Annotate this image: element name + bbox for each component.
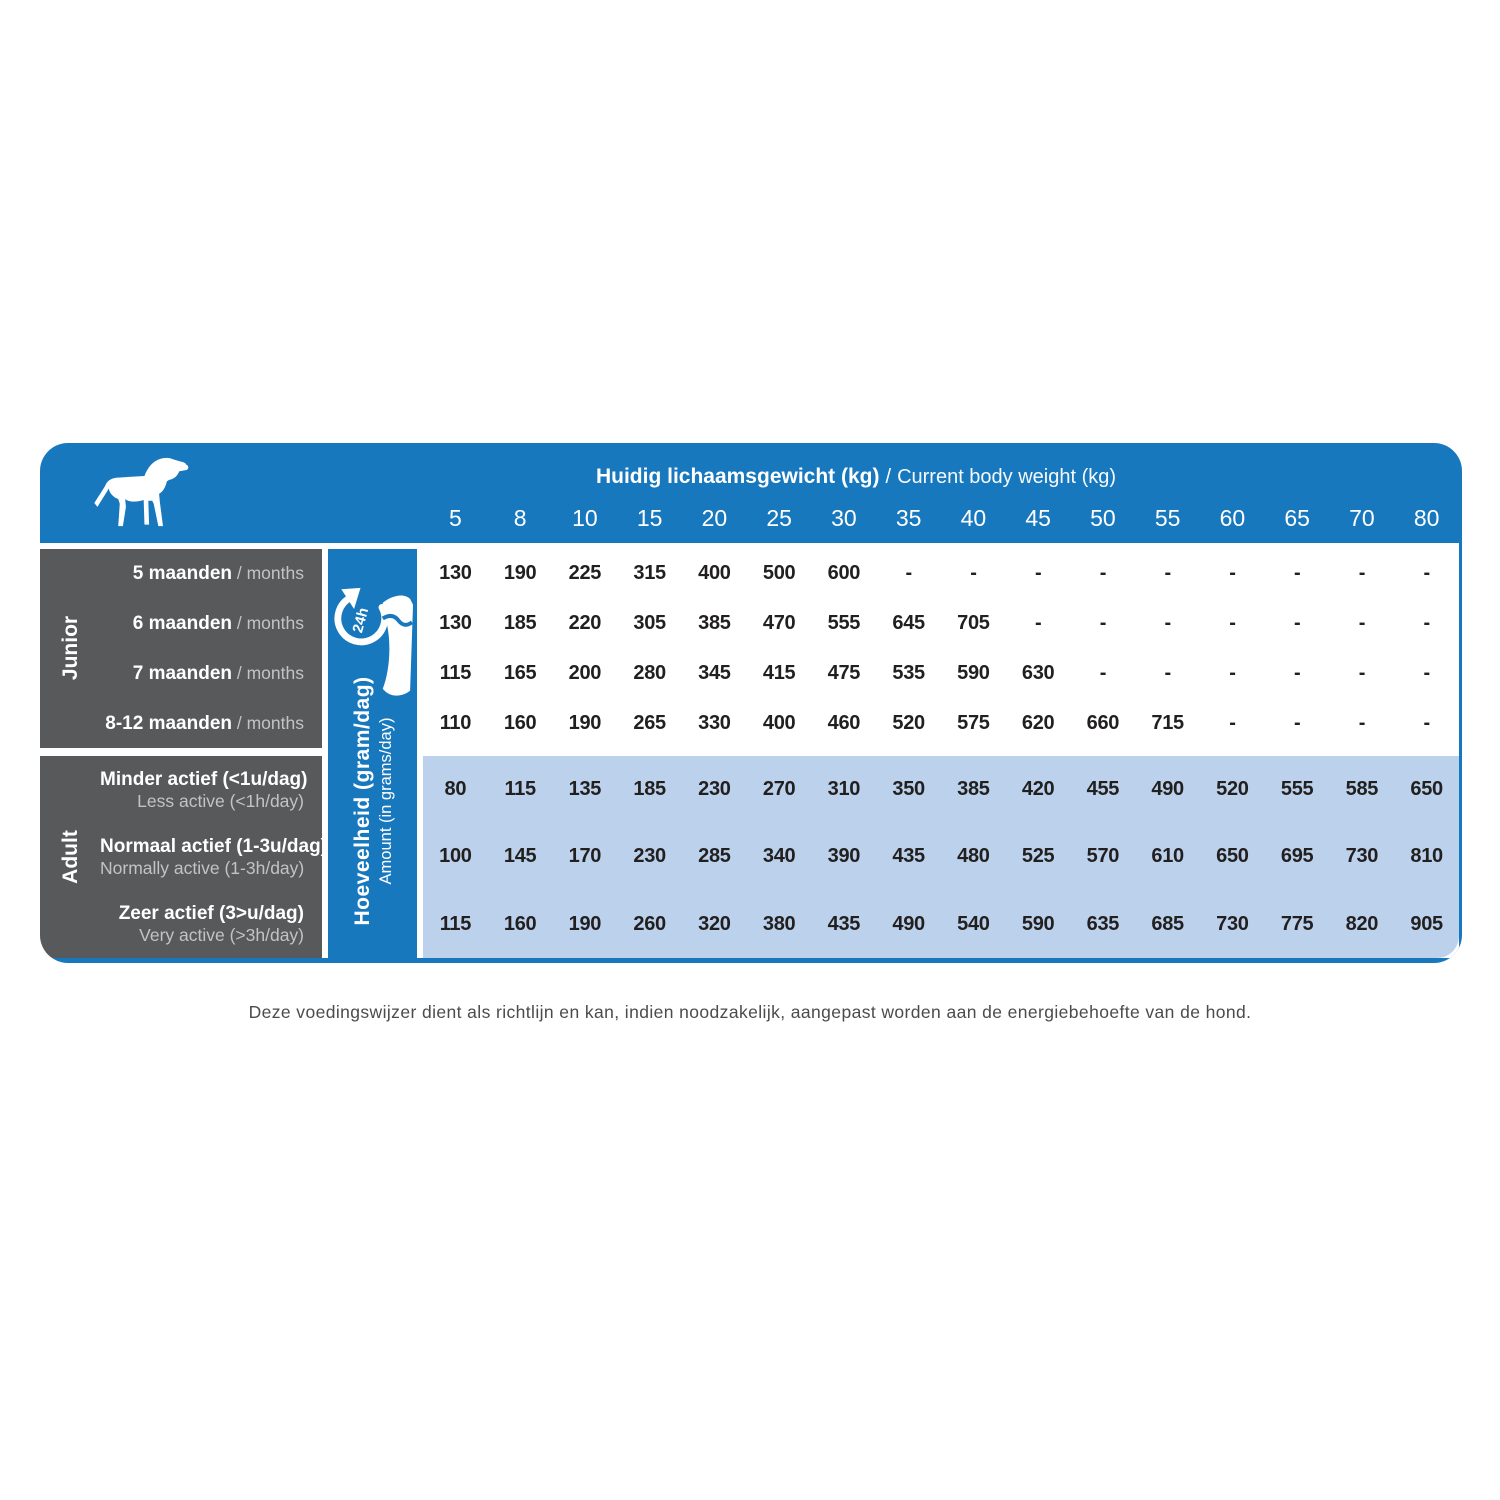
- adult-section-label: Adult: [59, 830, 82, 884]
- amount-cell: 660: [1086, 711, 1120, 734]
- amount-cell: 190: [503, 562, 537, 585]
- amount-cell: -: [1229, 562, 1236, 585]
- row-label-dutch: 7 maanden: [132, 663, 233, 684]
- table-title: [338, 465, 1374, 489]
- amount-cell: 310: [827, 778, 861, 801]
- amount-cell: 170: [568, 845, 602, 868]
- table-body: [40, 543, 1459, 958]
- amount-cell: 320: [698, 912, 731, 935]
- amount-cell: 810: [1410, 845, 1443, 868]
- amount-cell: 590: [957, 661, 990, 684]
- weight-col-header: 10: [572, 504, 598, 531]
- amount-cell: 555: [827, 612, 861, 635]
- amount-cell: 315: [633, 562, 666, 585]
- amount-cell: 385: [698, 612, 731, 635]
- amount-cell: -: [1423, 562, 1430, 585]
- amount-cell: -: [1293, 711, 1301, 734]
- amount-cell: 265: [633, 711, 666, 734]
- amount-cell: 585: [1345, 778, 1379, 801]
- amount-cell: -: [1229, 612, 1236, 635]
- amount-cell: 400: [762, 711, 796, 734]
- amount-cell: 435: [827, 912, 861, 935]
- weight-col-header: 55: [1154, 504, 1181, 531]
- weight-col-header: 65: [1284, 504, 1310, 531]
- amount-cell: 225: [568, 562, 602, 585]
- amount-cell: -: [1034, 562, 1042, 585]
- amount-cell: 715: [1151, 711, 1184, 734]
- weight-col-header: 70: [1349, 504, 1375, 531]
- amount-cell: 455: [1086, 778, 1120, 801]
- amount-cell: 520: [892, 711, 925, 734]
- row-label-english: Normally active (1-3h/day): [100, 857, 305, 878]
- title-separator: /: [885, 466, 892, 488]
- amount-cell: 685: [1151, 912, 1184, 935]
- weight-col-header: 40: [960, 504, 987, 531]
- amount-cell: 160: [503, 711, 537, 734]
- weight-col-header: 80: [1413, 504, 1440, 531]
- amount-cell: 820: [1345, 912, 1379, 935]
- dog-icon: [92, 451, 200, 535]
- amount-cell: -: [1293, 661, 1301, 684]
- amount-cell: -: [1099, 562, 1107, 585]
- amount-cell: 420: [1021, 778, 1055, 801]
- weight-col-header: 8: [513, 504, 527, 531]
- amount-cell: 115: [439, 912, 472, 935]
- amount-cell: -: [1164, 661, 1171, 684]
- table-row: [423, 823, 1459, 890]
- amount-cell: 470: [762, 612, 796, 635]
- amount-cell: 570: [1086, 845, 1120, 868]
- title-dutch: Huidig lichaamsgewicht (kg): [595, 465, 880, 488]
- amount-cell: 620: [1021, 711, 1055, 734]
- row-label-english: / months: [232, 713, 304, 733]
- amount-cell: 475: [827, 661, 861, 684]
- amount-cell: -: [1099, 661, 1107, 684]
- amount-cell: 230: [698, 778, 731, 801]
- amount-axis: [328, 549, 417, 958]
- junior-data-grid: [423, 549, 1459, 748]
- junior-section-label: Junior: [59, 615, 82, 681]
- amount-cell: 645: [892, 612, 925, 635]
- adult-row-label: [100, 823, 327, 890]
- amount-label-dutch: Hoeveelheid (gram/dag): [350, 676, 373, 926]
- amount-cell: -: [1164, 562, 1171, 585]
- amount-cell: 435: [892, 845, 925, 868]
- amount-cell: 165: [503, 661, 537, 684]
- amount-axis-label: [329, 636, 417, 963]
- row-label-english: / months: [232, 563, 304, 583]
- amount-cell: -: [1423, 711, 1430, 734]
- amount-cell: 400: [698, 562, 731, 585]
- adult-data-grid: [423, 756, 1459, 958]
- amount-cell: -: [970, 562, 977, 585]
- adult-row-labels: [100, 756, 327, 958]
- amount-cell: 390: [827, 845, 861, 868]
- amount-cell: 695: [1280, 845, 1314, 868]
- weight-col-header: 30: [831, 504, 857, 531]
- amount-cell: 540: [957, 912, 990, 935]
- row-label-dutch: Zeer actief (3>u/dag): [118, 903, 304, 925]
- amount-cell: 280: [633, 661, 666, 684]
- amount-cell: 650: [1410, 778, 1443, 801]
- amount-cell: 220: [568, 612, 602, 635]
- amount-cell: 110: [439, 711, 472, 734]
- amount-cell: -: [1358, 661, 1366, 684]
- row-label-dutch: 5 maanden: [132, 563, 233, 584]
- amount-cell: 135: [568, 778, 602, 801]
- adult-row-label: [100, 891, 322, 958]
- adult-section: [40, 756, 327, 958]
- amount-cell: -: [1423, 661, 1430, 684]
- amount-cell: 650: [1216, 845, 1249, 868]
- amount-cell: 520: [1216, 778, 1249, 801]
- title-english: Current body weight (kg): [897, 466, 1117, 488]
- weight-col-header: 60: [1219, 504, 1246, 531]
- amount-cell: 345: [698, 661, 731, 684]
- table-row: [423, 698, 1459, 748]
- amount-cell: -: [1293, 612, 1301, 635]
- junior-row-label: [100, 599, 322, 649]
- feeding-guide-table: [40, 443, 1462, 963]
- amount-cell: -: [1034, 612, 1042, 635]
- amount-cell: 555: [1280, 778, 1314, 801]
- amount-cell: 190: [568, 711, 602, 734]
- row-label-dutch: Minder actief (<1u/dag): [100, 768, 308, 790]
- amount-cell: 730: [1216, 912, 1249, 935]
- amount-cell: 80: [444, 778, 467, 801]
- weight-col-header: 25: [766, 504, 792, 531]
- amount-cell: -: [1358, 562, 1366, 585]
- table-row: [423, 891, 1459, 958]
- weight-column-headers: [423, 499, 1459, 537]
- amount-cell: 260: [633, 912, 666, 935]
- amount-cell: 525: [1021, 845, 1055, 868]
- amount-cell: 350: [892, 778, 925, 801]
- weight-col-header: 5: [448, 504, 462, 531]
- amount-cell: 490: [1151, 778, 1184, 801]
- amount-cell: 115: [439, 661, 472, 684]
- amount-cell: 610: [1151, 845, 1184, 868]
- junior-row-label: [100, 549, 322, 599]
- row-label-english: / months: [232, 663, 304, 683]
- amount-cell: 160: [503, 912, 537, 935]
- amount-cell: -: [1099, 612, 1107, 635]
- amount-cell: -: [1229, 711, 1236, 734]
- amount-cell: 630: [1021, 661, 1055, 684]
- amount-cell: 730: [1345, 845, 1379, 868]
- amount-cell: 575: [957, 711, 990, 734]
- weight-col-header: 35: [895, 504, 922, 531]
- row-label-dutch: 6 maanden: [132, 613, 233, 634]
- amount-cell: 145: [503, 845, 537, 868]
- amount-cell: 480: [957, 845, 990, 868]
- row-label-english: Less active (<1h/day): [137, 790, 304, 811]
- amount-cell: 905: [1410, 912, 1443, 935]
- amount-cell: 535: [892, 661, 925, 684]
- row-label-dutch: 8-12 maanden: [105, 713, 233, 734]
- junior-row-label: [100, 699, 322, 749]
- weight-col-header: 45: [1025, 504, 1051, 531]
- amount-cell: 590: [1021, 912, 1055, 935]
- amount-cell: -: [905, 562, 912, 585]
- amount-cell: 185: [633, 778, 666, 801]
- junior-section: [40, 549, 322, 748]
- amount-cell: 115: [504, 778, 536, 801]
- amount-cell: 415: [762, 661, 796, 684]
- amount-cell: 490: [892, 912, 925, 935]
- amount-cell: 705: [957, 612, 990, 635]
- amount-cell: 200: [568, 661, 602, 684]
- amount-label-english: Amount (in grams/day): [376, 717, 394, 885]
- amount-cell: 185: [503, 612, 537, 635]
- table-row: [423, 649, 1459, 699]
- amount-cell: 130: [439, 612, 472, 635]
- amount-cell: 460: [827, 711, 861, 734]
- amount-cell: 305: [633, 612, 666, 635]
- amount-cell: 130: [439, 562, 472, 585]
- amount-cell: 270: [762, 778, 796, 801]
- row-label-english: Very active (>3h/day): [139, 925, 304, 946]
- amount-cell: -: [1293, 562, 1301, 585]
- row-label-english: / months: [232, 613, 304, 633]
- junior-row-label: [100, 649, 322, 699]
- footnote: Deze voedingswijzer dient als richtlijn en kan, indien noodzakelijk, aangepast worden aan de energiebehoefte van de hond.: [248, 1001, 1252, 1022]
- weight-col-header: 20: [701, 504, 728, 531]
- amount-cell: 380: [762, 912, 796, 935]
- amount-cell: 600: [827, 562, 861, 585]
- junior-row-labels: [100, 549, 322, 748]
- amount-cell: 190: [568, 912, 602, 935]
- amount-cell: 230: [633, 845, 666, 868]
- weight-col-header: 50: [1090, 504, 1116, 531]
- adult-row-label: [100, 756, 322, 823]
- amount-cell: -: [1358, 711, 1366, 734]
- amount-cell: -: [1164, 612, 1171, 635]
- weight-col-header: 15: [636, 504, 663, 531]
- amount-cell: 340: [762, 845, 796, 868]
- amount-cell: 285: [698, 845, 731, 868]
- amount-cell: 500: [762, 562, 796, 585]
- amount-cell: 100: [439, 845, 472, 868]
- table-row: [423, 599, 1459, 649]
- amount-cell: -: [1358, 612, 1366, 635]
- amount-cell: 775: [1280, 912, 1314, 935]
- amount-cell: 385: [957, 778, 990, 801]
- amount-cell: -: [1229, 661, 1236, 684]
- svg-text:24h: 24h: [350, 606, 373, 635]
- table-row: [423, 549, 1459, 599]
- table-row: [423, 756, 1459, 823]
- amount-cell: -: [1423, 612, 1430, 635]
- amount-cell: 330: [698, 711, 731, 734]
- row-label-dutch: Normaal actief (1-3u/dag): [100, 836, 327, 857]
- amount-cell: 635: [1086, 912, 1120, 935]
